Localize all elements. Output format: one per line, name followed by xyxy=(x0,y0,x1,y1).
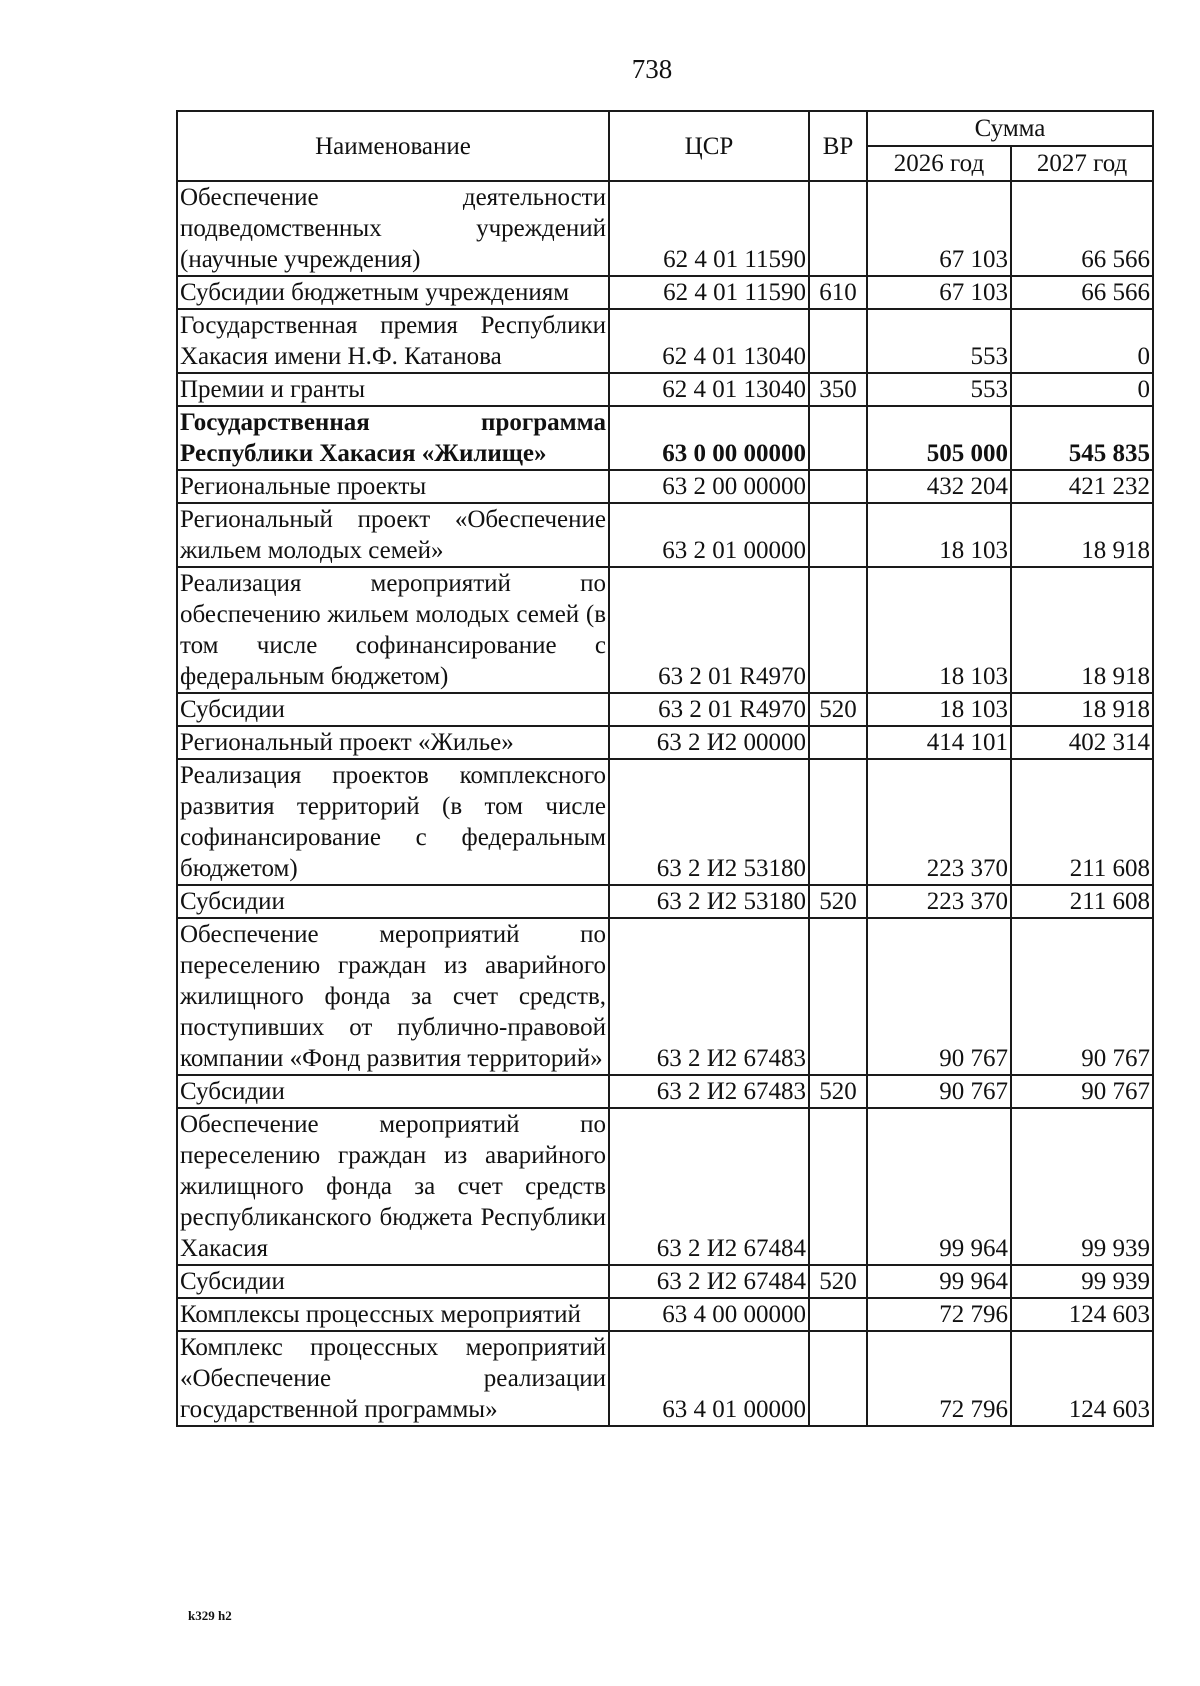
table-row xyxy=(177,470,1153,503)
table-row xyxy=(177,567,1153,693)
header-csr: ЦСР xyxy=(609,111,809,181)
cell-2026: 99 964 xyxy=(867,1108,1011,1265)
cell-2026: 18 103 xyxy=(867,503,1011,567)
cell-vr xyxy=(809,470,867,503)
header-vr: ВР xyxy=(809,111,867,181)
cell-2027: 66 566 xyxy=(1011,181,1153,276)
cell-csr: 63 2 И2 00000 xyxy=(609,726,809,759)
cell-name: Премии и гранты xyxy=(177,373,609,406)
cell-vr xyxy=(809,918,867,1075)
table-row xyxy=(177,503,1153,567)
table-row xyxy=(177,406,1153,470)
cell-2027: 18 918 xyxy=(1011,693,1153,726)
cell-vr xyxy=(809,759,867,885)
cell-2027: 211 608 xyxy=(1011,885,1153,918)
header-year-2026: 2026 год xyxy=(867,146,1011,181)
cell-csr: 63 2 00 00000 xyxy=(609,470,809,503)
table-row xyxy=(177,1331,1153,1426)
cell-vr xyxy=(809,726,867,759)
cell-2026: 72 796 xyxy=(867,1331,1011,1426)
cell-2026: 18 103 xyxy=(867,567,1011,693)
table-row xyxy=(177,759,1153,885)
cell-vr xyxy=(809,503,867,567)
cell-2026: 553 xyxy=(867,309,1011,373)
cell-2026: 432 204 xyxy=(867,470,1011,503)
cell-2026: 67 103 xyxy=(867,181,1011,276)
cell-2027: 18 918 xyxy=(1011,503,1153,567)
cell-2026: 90 767 xyxy=(867,918,1011,1075)
cell-2027: 545 835 xyxy=(1011,406,1153,470)
cell-name: Реализация проектов комплексного развития территорий (в том числе софинансирование с федеральным бюджетом) xyxy=(177,759,609,885)
cell-2026: 99 964 xyxy=(867,1265,1011,1298)
cell-csr: 63 2 И2 67484 xyxy=(609,1108,809,1265)
cell-name: Субсидии xyxy=(177,1075,609,1108)
header-name: Наименование xyxy=(177,111,609,181)
cell-name: Государственная программа Республики Хакасия «Жилище» xyxy=(177,406,609,470)
table-row xyxy=(177,276,1153,309)
table-row xyxy=(177,1298,1153,1331)
cell-2026: 553 xyxy=(867,373,1011,406)
cell-2026: 18 103 xyxy=(867,693,1011,726)
cell-vr xyxy=(809,406,867,470)
cell-csr: 63 2 01 R4970 xyxy=(609,693,809,726)
header-sum: Сумма xyxy=(867,111,1153,146)
cell-2027: 18 918 xyxy=(1011,567,1153,693)
cell-vr: 610 xyxy=(809,276,867,309)
cell-name: Комплексы процессных мероприятий xyxy=(177,1298,609,1331)
cell-csr: 63 2 И2 53180 xyxy=(609,885,809,918)
cell-vr: 520 xyxy=(809,885,867,918)
header-year-2027: 2027 год xyxy=(1011,146,1153,181)
cell-csr: 63 4 00 00000 xyxy=(609,1298,809,1331)
cell-2027: 421 232 xyxy=(1011,470,1153,503)
cell-vr: 350 xyxy=(809,373,867,406)
table-row xyxy=(177,181,1153,276)
cell-vr xyxy=(809,1108,867,1265)
cell-2027: 99 939 xyxy=(1011,1108,1153,1265)
cell-2027: 90 767 xyxy=(1011,1075,1153,1108)
cell-name: Региональный проект «Жилье» xyxy=(177,726,609,759)
budget-table xyxy=(176,110,1154,1427)
cell-vr xyxy=(809,567,867,693)
cell-vr xyxy=(809,309,867,373)
cell-vr: 520 xyxy=(809,693,867,726)
cell-2027: 0 xyxy=(1011,373,1153,406)
table-row xyxy=(177,885,1153,918)
cell-2027: 90 767 xyxy=(1011,918,1153,1075)
cell-name: Субсидии xyxy=(177,693,609,726)
cell-csr: 63 2 01 00000 xyxy=(609,503,809,567)
cell-name: Обеспечение мероприятий по переселению граждан из аварийного жилищного фонда за счет средств республиканского бюджета Республики Хакасия xyxy=(177,1108,609,1265)
cell-csr: 63 2 И2 53180 xyxy=(609,759,809,885)
cell-name: Региональные проекты xyxy=(177,470,609,503)
cell-2026: 414 101 xyxy=(867,726,1011,759)
cell-name: Комплекс процессных мероприятий «Обеспечение реализации государственной программы» xyxy=(177,1331,609,1426)
cell-2026: 223 370 xyxy=(867,885,1011,918)
table-body xyxy=(177,181,1153,1426)
table-row xyxy=(177,726,1153,759)
cell-name: Обеспечение деятельности подведомственных учреждений (научные учреждения) xyxy=(177,181,609,276)
cell-name: Субсидии xyxy=(177,885,609,918)
cell-name: Реализация мероприятий по обеспечению жильем молодых семей (в том числе софинансирование с федеральным бюджетом) xyxy=(177,567,609,693)
cell-name: Государственная премия Республики Хакасия имени Н.Ф. Катанова xyxy=(177,309,609,373)
cell-vr xyxy=(809,1331,867,1426)
cell-2027: 99 939 xyxy=(1011,1265,1153,1298)
cell-2027: 124 603 xyxy=(1011,1331,1153,1426)
cell-csr: 63 2 01 R4970 xyxy=(609,567,809,693)
cell-2026: 72 796 xyxy=(867,1298,1011,1331)
table-row xyxy=(177,1108,1153,1265)
header-row-1 xyxy=(177,111,1153,146)
cell-csr: 62 4 01 11590 xyxy=(609,276,809,309)
footer-code: k329 h2 xyxy=(188,1608,232,1623)
table-row xyxy=(177,1265,1153,1298)
cell-2026: 90 767 xyxy=(867,1075,1011,1108)
cell-csr: 62 4 01 11590 xyxy=(609,181,809,276)
table-row xyxy=(177,1075,1153,1108)
table-row xyxy=(177,693,1153,726)
cell-csr: 62 4 01 13040 xyxy=(609,309,809,373)
cell-csr: 63 2 И2 67483 xyxy=(609,918,809,1075)
cell-csr: 63 2 И2 67483 xyxy=(609,1075,809,1108)
cell-2027: 211 608 xyxy=(1011,759,1153,885)
cell-vr: 520 xyxy=(809,1265,867,1298)
cell-csr: 63 0 00 00000 xyxy=(609,406,809,470)
cell-2026: 223 370 xyxy=(867,759,1011,885)
table-row xyxy=(177,309,1153,373)
cell-2027: 0 xyxy=(1011,309,1153,373)
cell-2027: 402 314 xyxy=(1011,726,1153,759)
cell-vr: 520 xyxy=(809,1075,867,1108)
cell-name: Субсидии бюджетным учреждениям xyxy=(177,276,609,309)
cell-2026: 505 000 xyxy=(867,406,1011,470)
cell-csr: 63 4 01 00000 xyxy=(609,1331,809,1426)
cell-vr xyxy=(809,1298,867,1331)
table-row xyxy=(177,918,1153,1075)
cell-name: Субсидии xyxy=(177,1265,609,1298)
table-row xyxy=(177,373,1153,406)
page-number: 738 xyxy=(631,54,673,84)
cell-2026: 67 103 xyxy=(867,276,1011,309)
cell-2027: 66 566 xyxy=(1011,276,1153,309)
cell-name: Региональный проект «Обеспечение жильем молодых семей» xyxy=(177,503,609,567)
cell-csr: 62 4 01 13040 xyxy=(609,373,809,406)
cell-vr xyxy=(809,181,867,276)
cell-2027: 124 603 xyxy=(1011,1298,1153,1331)
cell-name: Обеспечение мероприятий по переселению граждан из аварийного жилищного фонда за счет средств, поступивших от публично-правовой компании «Фонд развития территорий» xyxy=(177,918,609,1075)
cell-csr: 63 2 И2 67484 xyxy=(609,1265,809,1298)
